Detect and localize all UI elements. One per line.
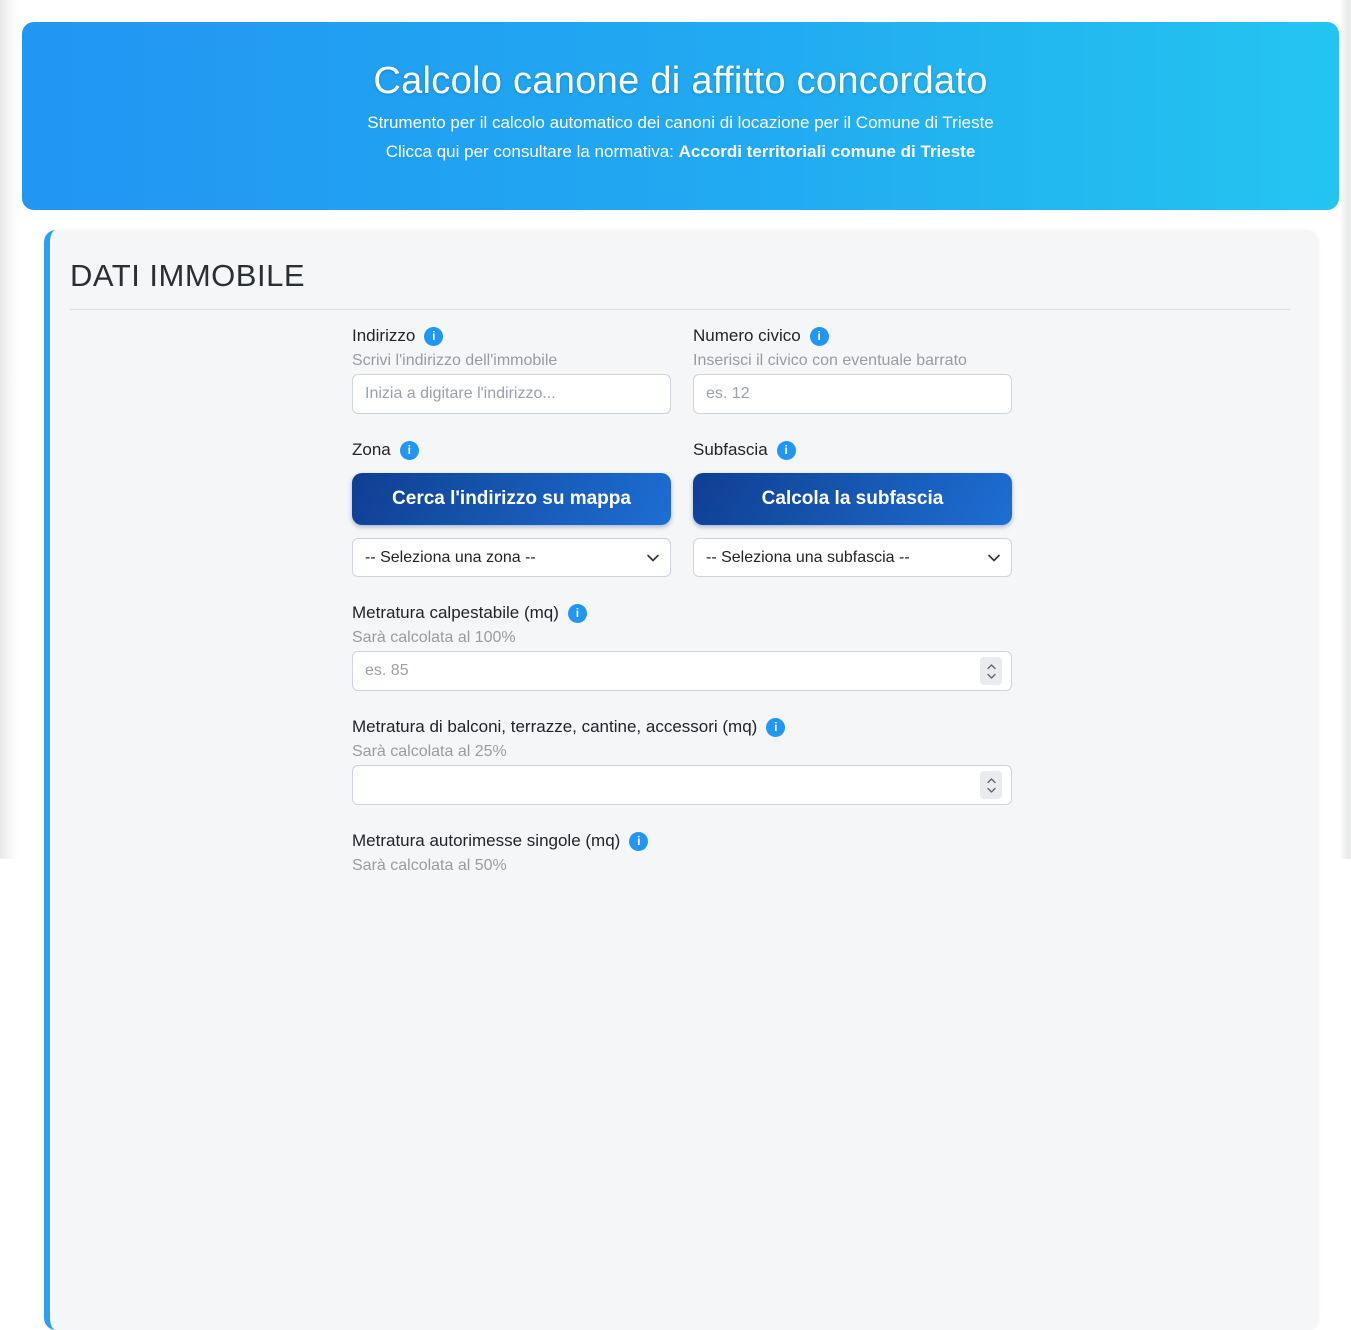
- calcola-subfascia-button[interactable]: Calcola la subfascia: [693, 473, 1012, 525]
- metratura-autorimesse-label-line: [352, 830, 1012, 852]
- metratura-balconi-input[interactable]: [352, 765, 1012, 805]
- page-edge-shadow: [0, 0, 18, 859]
- subfascia-select-wrap: [693, 538, 1012, 577]
- indirizzo-input[interactable]: [352, 374, 671, 414]
- zona-label-line: [352, 439, 671, 461]
- indirizzo-label-line: [352, 325, 671, 347]
- info-icon[interactable]: i: [810, 327, 829, 346]
- metratura-autorimesse-label: Metratura autorimesse singole (mq): [352, 831, 621, 850]
- number-stepper[interactable]: [980, 657, 1002, 685]
- field-numero-civico: [693, 325, 1012, 414]
- form-area: [352, 325, 1012, 875]
- info-icon[interactable]: i: [424, 327, 443, 346]
- scrollbar[interactable]: [1341, 0, 1351, 859]
- row-zona-subfascia: [352, 439, 1012, 577]
- field-metratura-calpestabile: [352, 602, 1012, 691]
- field-metratura-balconi: [352, 716, 1012, 805]
- normativa-line: [22, 142, 1339, 162]
- section-divider: [70, 309, 1290, 310]
- field-metratura-autorimesse: [352, 830, 1012, 875]
- page-title: Calcolo canone di affitto concordato: [373, 60, 988, 102]
- indirizzo-label: Indirizzo: [352, 326, 416, 345]
- metratura-calpestabile-input-wrap: [352, 651, 1012, 691]
- metratura-balconi-input-wrap: [352, 765, 1012, 805]
- info-icon[interactable]: i: [400, 441, 419, 460]
- zona-select[interactable]: [352, 538, 671, 577]
- indirizzo-helper: Scrivi l'indirizzo dell'immobile: [352, 352, 558, 369]
- civico-label: Numero civico: [693, 326, 801, 345]
- zona-label: Zona: [352, 440, 391, 459]
- metratura-calpestabile-helper: Sarà calcolata al 100%: [352, 629, 516, 646]
- field-subfascia: [693, 439, 1012, 577]
- info-icon[interactable]: i: [777, 441, 796, 460]
- civico-label-line: [693, 325, 1012, 347]
- dati-immobile-card: [44, 230, 1318, 1330]
- metratura-calpestabile-label-line: [352, 602, 1012, 624]
- number-stepper[interactable]: [980, 771, 1002, 799]
- metratura-autorimesse-helper: Sarà calcolata al 50%: [352, 857, 507, 874]
- metratura-balconi-label: Metratura di balconi, terrazze, cantine, accessori (mq): [352, 717, 758, 736]
- metratura-calpestabile-input[interactable]: [352, 651, 1012, 691]
- page-subtitle: Strumento per il calcolo automatico dei canoni di locazione per il Comune di Trieste: [367, 113, 994, 132]
- subfascia-label-line: [693, 439, 1012, 461]
- info-icon[interactable]: i: [766, 718, 785, 737]
- field-indirizzo: [352, 325, 671, 414]
- field-zona: [352, 439, 671, 577]
- metratura-balconi-helper: Sarà calcolata al 25%: [352, 743, 507, 760]
- row-indirizzo-civico: [352, 325, 1012, 414]
- metratura-calpestabile-label: Metratura calpestabile (mq): [352, 603, 559, 622]
- page-header: [22, 22, 1339, 210]
- zona-select-wrap: [352, 538, 671, 577]
- normativa-prefix: Clicca qui per consultare la normativa:: [385, 142, 679, 161]
- section-title: DATI IMMOBILE: [70, 258, 306, 293]
- subfascia-select[interactable]: [693, 538, 1012, 577]
- normativa-link[interactable]: Accordi territoriali comune di Trieste: [678, 142, 976, 161]
- numero-civico-input[interactable]: [693, 374, 1012, 414]
- info-icon[interactable]: i: [568, 604, 587, 623]
- metratura-balconi-label-line: [352, 716, 1012, 738]
- civico-helper: Inserisci il civico con eventuale barrato: [693, 352, 967, 369]
- info-icon[interactable]: i: [629, 832, 648, 851]
- subfascia-label: Subfascia: [693, 440, 768, 459]
- cerca-indirizzo-mappa-button[interactable]: Cerca l'indirizzo su mappa: [352, 473, 671, 525]
